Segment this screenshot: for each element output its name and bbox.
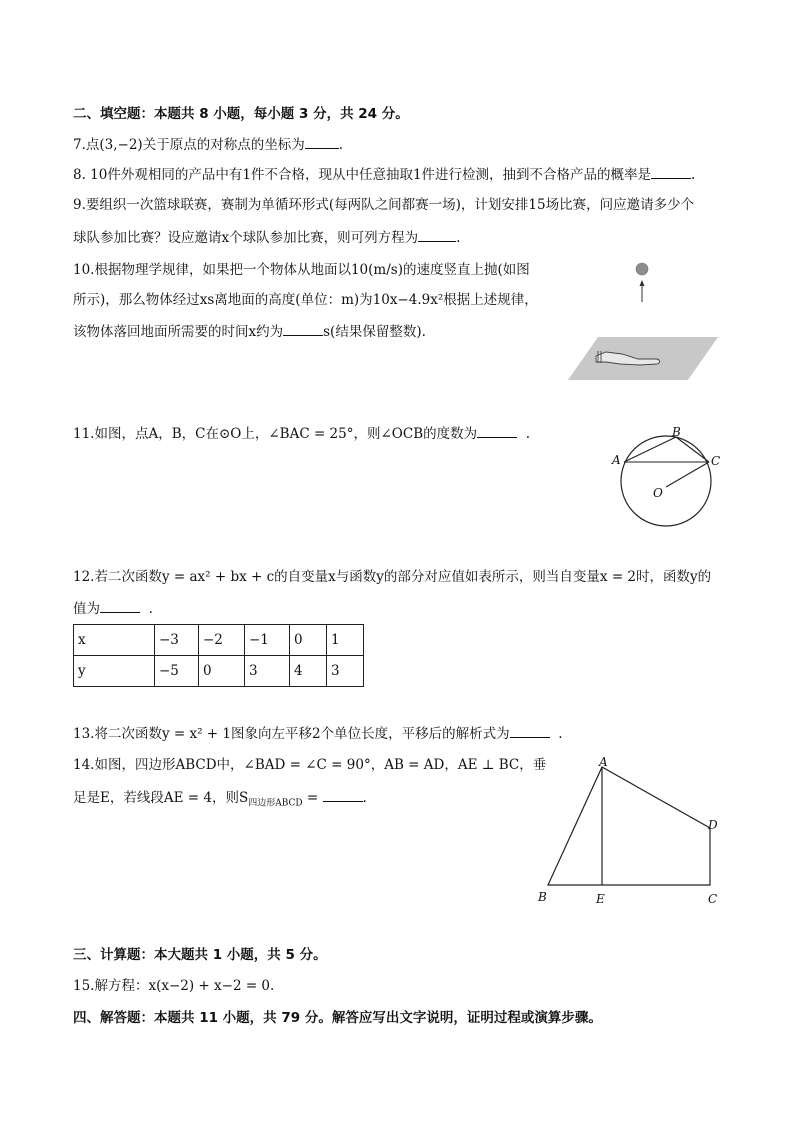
table-cell: 3 <box>245 656 290 687</box>
question-9-line-1: 9.要组织一次篮球联赛，赛制为单循环形式(每两队之间都赛一场)，计划安排15场比赛，问应邀请多少个 <box>73 197 695 213</box>
label-a: A <box>599 755 608 769</box>
table-cell: x <box>74 625 155 656</box>
label-e: E <box>596 892 605 906</box>
table-cell: −2 <box>199 625 245 656</box>
question-13: 13.将二次函数y = x² + 1图象向左平移2个单位长度，平移后的解析式为 . <box>73 723 562 744</box>
answer-blank <box>418 227 456 242</box>
table-cell: 4 <box>290 656 327 687</box>
answer-blank <box>510 723 550 738</box>
area-subscript: 四边形ABCD <box>248 798 303 809</box>
question-8: 8. 10件外观相同的产品中有1件不合格，现从中任意抽取1件进行检测，抽到不合格产品的概率是 . <box>73 164 695 185</box>
table-cell: 0 <box>290 625 327 656</box>
table-cell: 0 <box>199 656 245 687</box>
chord-ab <box>624 437 676 462</box>
section-3-heading: 三、计算题：本大题共 1 小题，共 5 分。 <box>73 947 327 963</box>
table-row-y <box>74 656 364 687</box>
circle-figure <box>600 420 730 532</box>
table-cell: −5 <box>155 656 199 687</box>
question-14-line-1: 14.如图，四边形ABCD中，∠BAD = ∠C = 90°，AB = AD，AE ⊥ BC，垂 <box>73 757 547 773</box>
question-10-line-1: 10.根据物理学规律，如果把一个物体从地面以10(m/s)的速度竖直上抛(如图 <box>73 262 530 278</box>
question-12-line-2: 值为 . <box>73 598 153 619</box>
table-cell: 1 <box>327 625 364 656</box>
question-7: 7.点(3,−2)关于原点的对称点的坐标为 . <box>73 134 343 155</box>
answer-blank <box>323 787 363 802</box>
label-c: C <box>711 454 721 468</box>
label-d: D <box>708 818 718 832</box>
quadrilateral-abcd <box>548 767 710 885</box>
label-o: O <box>653 486 663 500</box>
answer-blank <box>477 423 517 438</box>
label-a: A <box>612 453 621 467</box>
ball-icon <box>636 263 648 275</box>
section-2-heading: 二、填空题：本题共 8 小题，每小题 3 分，共 24 分。 <box>73 106 409 122</box>
circle-o <box>621 436 711 526</box>
label-b: B <box>672 425 681 439</box>
chord-bc <box>676 437 709 462</box>
answer-blank <box>100 598 140 613</box>
question-9-line-2: 球队参加比赛？设应邀请x个球队参加比赛，则可列方程为 . <box>73 227 460 248</box>
table-row-x <box>74 625 364 656</box>
question-14-line-2: 足是E，若线段AE = 4，则$S_{四边形ABCD}$ = . <box>73 787 367 814</box>
question-11: 11.如图，点A，B，C在⊙O上，∠BAC = 25°，则∠OCB的度数为 . <box>73 423 530 444</box>
section-4-heading: 四、解答题：本题共 11 小题，共 79 分。解答应写出文字说明，证明过程或演算步骤。 <box>73 1010 602 1026</box>
label-c: C <box>708 892 718 906</box>
ground-plane <box>568 337 718 380</box>
value-table <box>73 624 364 687</box>
quadrilateral-figure <box>535 755 725 908</box>
question-15: 15.解方程：x(x−2) + x−2 = 0. <box>73 978 275 994</box>
segment-oc <box>666 462 709 487</box>
throw-figure <box>560 258 730 384</box>
question-10-line-3: 该物体落回地面所需要的时间x约为 s(结果保留整数). <box>73 321 426 342</box>
label-b: B <box>538 890 547 904</box>
answer-blank <box>305 134 339 149</box>
question-12-line-1: 12.若二次函数y = ax² + bx + c的自变量x与函数y的部分对应值如表所示，则当自变量x = 2时，函数y的 <box>73 569 712 585</box>
table-cell: 3 <box>327 656 364 687</box>
answer-blank <box>651 164 691 179</box>
answer-blank <box>283 321 323 336</box>
table-cell: −1 <box>245 625 290 656</box>
question-10-line-2: 所示)，那么物体经过xs离地面的高度(单位：m)为10x−4.9x²根据上述规律， <box>73 292 538 308</box>
table-cell: −3 <box>155 625 199 656</box>
table-cell: y <box>74 656 155 687</box>
